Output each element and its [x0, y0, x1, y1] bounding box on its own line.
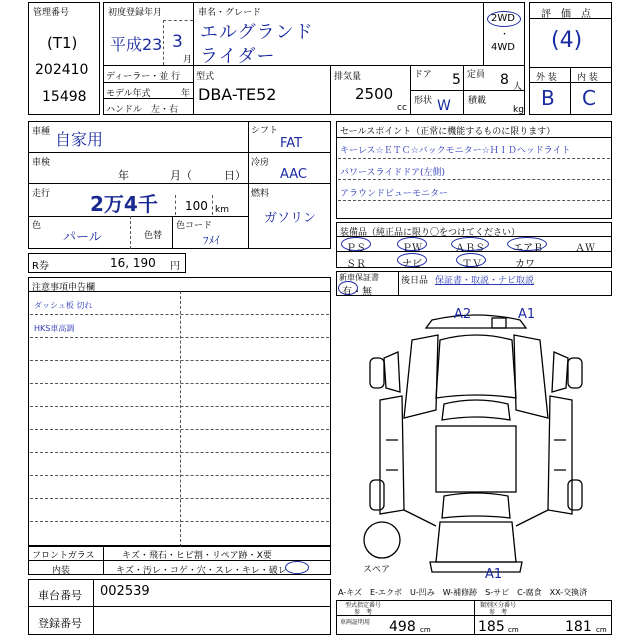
length-value: 498 — [389, 619, 416, 635]
recycle-value: 16, 190 — [110, 256, 156, 270]
equip-title: 装備品（純正品に限り〇をつけてください） — [340, 228, 521, 238]
class-spec-ref: 参 考 — [489, 609, 508, 616]
inspection-label: 車検 — [32, 158, 51, 168]
notes-line2: HKS車高調 — [34, 324, 75, 333]
width-unit: cm — [508, 626, 519, 634]
load-label: 積載 — [468, 96, 487, 106]
drive-4wd: 4WD — [491, 42, 515, 53]
color-label: 色 — [32, 221, 42, 231]
recycle-label: R券 — [32, 261, 49, 272]
car-label: 車名・グレード — [198, 8, 262, 18]
model-year-unit: 年 — [181, 89, 191, 99]
dealer-label: ディーラー・並 行 — [106, 72, 181, 82]
equip-navi-circle — [397, 253, 427, 267]
width-value: 185 — [478, 619, 505, 635]
interior-label: 内装 — [52, 566, 71, 576]
equip-ps: ＰＳ — [346, 243, 366, 254]
height-value: 181 — [565, 619, 592, 635]
mileage-unit: km — [215, 205, 229, 215]
usage-label: 車種 — [32, 127, 51, 137]
equip-aw: ＡＷ — [575, 243, 595, 254]
inspection-year: 年 — [118, 169, 129, 182]
regnum-label: 登録番号 — [38, 617, 82, 630]
car-diagram — [340, 300, 612, 590]
fuel-label: 燃料 — [251, 189, 270, 199]
sales-line3: アラウンドビューモニター — [340, 189, 449, 199]
usage-value: 自家用 — [55, 130, 104, 149]
equip-abs-circle — [451, 237, 489, 251]
windshield-value: キズ・飛石・ヒビ割・リペア跡・X要 — [122, 551, 272, 561]
equip-airb: エアＢ — [513, 243, 543, 254]
warranty-circle — [338, 281, 358, 295]
equip-ps-circle — [341, 237, 371, 251]
mgmt-label: 管理番号 — [33, 8, 70, 18]
diagram-a2: A2 — [454, 307, 472, 322]
disp-unit: cc — [397, 103, 407, 113]
length-unit: cm — [420, 626, 431, 634]
equip-kawa: カワ — [515, 259, 535, 270]
equip-airb-circle — [507, 237, 547, 251]
inspection-day: 日） — [224, 169, 246, 182]
mileage-sub: 100 — [185, 199, 208, 213]
color-same-label: 色替 — [144, 231, 163, 241]
mgmt-lot: (T1) — [47, 34, 78, 52]
car-name1: エルグランド — [200, 22, 314, 43]
length-label: 車両証明用 — [340, 619, 371, 626]
ac-label: 冷房 — [251, 158, 270, 168]
disp-value: 2500 — [355, 85, 394, 103]
type-label: 型式 — [196, 72, 215, 82]
diagram-spare: スペア — [363, 565, 391, 575]
shift-label: シフト — [251, 126, 279, 136]
mgmt-num: 15498 — [42, 89, 87, 105]
drive-dot: ・ — [500, 30, 510, 40]
capacity-unit: 人 — [513, 82, 523, 92]
warranty-label: 新車保証書 — [339, 273, 379, 282]
car-name2: ライダー — [200, 46, 276, 67]
equip-pw-circle — [397, 237, 427, 251]
reg-month-unit: 月 — [183, 55, 193, 65]
shape-label: 形状 — [414, 96, 433, 106]
model-spec-ref: 参 考 — [354, 609, 373, 616]
grade-value: (4) — [551, 28, 583, 53]
height-unit: cm — [596, 626, 607, 634]
handle-label: ハンドル 左・右 — [106, 105, 179, 115]
reg-month: 3 — [172, 32, 183, 52]
notes-line1: ダッシュ板 切れ — [34, 301, 93, 310]
sales-line2: パワースライドドア(左側) — [340, 168, 446, 178]
disp-label: 排気量 — [334, 72, 362, 82]
color-code-label: 色コード — [176, 221, 213, 231]
color-code: ﾌﾒｲ — [203, 234, 220, 247]
ac-value: AAC — [280, 167, 307, 182]
notes-title: 注意事項申告欄 — [32, 283, 96, 293]
interior-value: キズ・汚レ・コゲ・穴・スレ・キレ・破レ — [116, 566, 287, 576]
sales-title: セールスポイント（正常に機能するものに限ります） — [340, 127, 556, 137]
reg-label: 初度登録年月 — [108, 8, 163, 18]
door-value: 5 — [452, 72, 461, 88]
chassis-value: 002539 — [100, 584, 150, 599]
equip-pw: ＰＷ — [402, 243, 422, 254]
door-label: ドア — [414, 70, 432, 80]
reg-era: 平成23 — [110, 35, 163, 54]
drive-2wd: 2WD — [491, 13, 515, 24]
diagram-a1-top: A1 — [518, 307, 536, 322]
sales-line1: キーレス☆ＥＴＣ☆バックモニター☆ＨＩＤヘッドライト — [340, 146, 571, 156]
grade-ext: B — [541, 86, 555, 110]
chassis-label: 車台番号 — [38, 589, 82, 602]
grade-int: C — [582, 86, 596, 110]
shape-value: W — [437, 98, 451, 114]
after-value: 保証書・取説・ナビ取説 — [435, 276, 535, 286]
mgmt-date: 202410 — [35, 62, 89, 78]
recycle-unit: 円 — [170, 261, 180, 272]
equip-tv-circle — [456, 253, 486, 267]
fuel-value: ガソリン — [264, 211, 317, 226]
load-unit: kg — [513, 105, 524, 115]
class-spec-label: 類別区分番号 — [480, 602, 517, 609]
after-label: 後日品 — [401, 276, 429, 286]
shift-value: FAT — [280, 136, 303, 151]
recycle-box — [28, 253, 186, 273]
equip-navi: ナビ — [402, 259, 422, 270]
capacity-label: 定員 — [467, 70, 486, 80]
type-value: DBA-TE52 — [198, 85, 277, 104]
inspection-month: 月（ — [170, 169, 192, 182]
model-year-label: モデル年式 — [106, 89, 151, 99]
mileage-value: 2万4千 — [90, 192, 158, 216]
equip-sr: ＳＲ — [346, 259, 366, 270]
color-value: パール — [63, 230, 102, 245]
model-spec-label: 型式指定番号 — [345, 602, 382, 609]
capacity-value: 8 — [500, 72, 509, 88]
diagram-a1-bottom: A1 — [485, 567, 503, 582]
windshield-label: フロントガラス — [32, 551, 95, 561]
warranty-value: 有・無 — [342, 287, 372, 298]
equip-tv: ＴＶ — [462, 259, 482, 270]
grade-int-label: 内 装 — [577, 73, 598, 83]
damage-legend: A-キズ E-エクボ U-凹み W-補修跡 S-サビ C-腐食 XX-交換済 — [338, 588, 588, 597]
mileage-label: 走行 — [32, 189, 51, 199]
equip-abs: ＡＢＳ — [455, 243, 485, 254]
grade-label: 評 価 点 — [541, 9, 591, 20]
interior-circle — [285, 561, 309, 574]
grade-ext-label: 外 装 — [536, 73, 557, 83]
